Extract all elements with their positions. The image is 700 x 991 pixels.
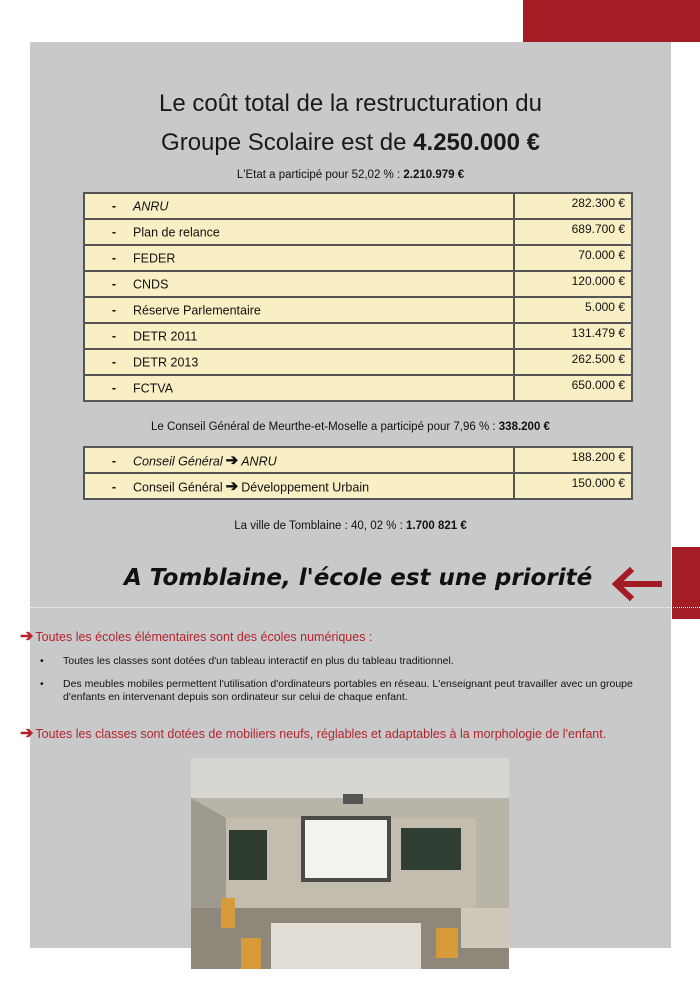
right-arrow-icon: ➔ bbox=[225, 452, 239, 469]
row-value: 131.479 € bbox=[514, 323, 632, 349]
title-text: Groupe Scolaire est de bbox=[161, 129, 414, 156]
ville-intro-text: La ville de Tomblaine : 40, 02 % : bbox=[234, 520, 406, 532]
dash-icon: - bbox=[111, 480, 117, 494]
table-row bbox=[84, 375, 632, 401]
table-row bbox=[84, 245, 632, 271]
row-value: 120.000 € bbox=[514, 271, 632, 297]
classroom-photo bbox=[191, 758, 509, 969]
table-row bbox=[84, 297, 632, 323]
arrow-right-icon: ➔ bbox=[20, 725, 34, 742]
table-row bbox=[84, 447, 632, 473]
table-row bbox=[84, 323, 632, 349]
etat-amount: 2.210.979 € bbox=[403, 169, 465, 181]
etat-table bbox=[83, 192, 633, 402]
row-label: Conseil Général bbox=[133, 454, 223, 469]
table-row bbox=[84, 193, 632, 219]
ville-amount: 1.700 821 € bbox=[406, 520, 467, 532]
side-red-tab bbox=[672, 547, 700, 619]
row-value: 650.000 € bbox=[514, 375, 632, 401]
top-red-bar bbox=[523, 0, 700, 42]
arrow-right-icon: ➔ bbox=[20, 628, 34, 645]
table-row bbox=[84, 349, 632, 375]
dash-icon: - bbox=[111, 250, 117, 265]
section1-heading bbox=[20, 626, 372, 646]
conseil-table bbox=[83, 446, 633, 500]
total-cost: 4.250.000 € bbox=[413, 129, 540, 156]
page-title-line1: Le coût total de la restructuration du bbox=[159, 90, 542, 117]
section2-heading bbox=[20, 723, 606, 743]
dash-icon: - bbox=[111, 302, 117, 317]
etat-intro-text: L'Etat a participé pour 52,02 % : bbox=[236, 169, 404, 181]
dash-icon: - bbox=[111, 354, 117, 369]
dash-icon: - bbox=[111, 454, 117, 468]
row-value: 5.000 € bbox=[514, 297, 632, 323]
row-label: DETR 2013 bbox=[133, 355, 199, 370]
row-label-target: Développement Urbain bbox=[241, 480, 370, 495]
dash-icon: - bbox=[111, 198, 117, 213]
section1-heading-text: Toutes les écoles élémentaires sont des écoles numériques : bbox=[35, 630, 373, 644]
list-item: • Des meubles mobiles permettent l'utilisation d'ordinateurs portables en réseau. L'enseignant peut travailler avec un groupe d'enfants en intervenant depuis son ordinateur sur celui de chaque enfant. bbox=[40, 678, 665, 704]
section-divider bbox=[0, 607, 700, 608]
right-arrow-icon: ➔ bbox=[225, 478, 239, 495]
dash-icon: - bbox=[111, 380, 117, 395]
row-value: 262.500 € bbox=[514, 349, 632, 375]
row-label: Plan de relance bbox=[133, 225, 220, 240]
conseil-intro bbox=[30, 421, 671, 433]
row-value: 689.700 € bbox=[514, 219, 632, 245]
table-row bbox=[84, 219, 632, 245]
row-label: CNDS bbox=[133, 277, 169, 292]
slogan-heading: A Tomblaine, l'école est une priorité bbox=[124, 565, 593, 591]
section2-heading-text: Toutes les classes sont dotées de mobiliers neufs, réglables et adaptables à la morphologie de l'enfant. bbox=[35, 727, 607, 741]
etat-intro bbox=[30, 169, 671, 181]
list-item: • Toutes les classes sont dotées d'un tableau interactif en plus du tableau traditionnel. bbox=[40, 655, 665, 668]
row-label: Réserve Parlementaire bbox=[133, 303, 261, 318]
row-value: 150.000 € bbox=[514, 473, 632, 499]
table-row bbox=[84, 271, 632, 297]
row-value: 188.200 € bbox=[514, 447, 632, 473]
row-value: 70.000 € bbox=[514, 245, 632, 271]
ville-intro bbox=[30, 520, 671, 532]
left-arrow-icon bbox=[608, 563, 664, 605]
row-label: Conseil Général bbox=[133, 480, 223, 495]
row-label: FEDER bbox=[133, 251, 176, 266]
conseil-amount: 338.200 € bbox=[498, 421, 550, 433]
table-row bbox=[84, 473, 632, 499]
dash-icon: - bbox=[111, 276, 117, 291]
conseil-intro-text: Le Conseil Général de Meurthe-et-Moselle a participé pour 7,96 % : bbox=[151, 421, 499, 433]
row-label-target: ANRU bbox=[241, 454, 277, 469]
section1-bullets bbox=[40, 655, 665, 714]
page-title-line2 bbox=[30, 127, 671, 159]
row-label: ANRU bbox=[133, 199, 169, 214]
row-label: FCTVA bbox=[133, 381, 174, 396]
dash-icon: - bbox=[111, 328, 117, 343]
row-label: DETR 2011 bbox=[133, 329, 198, 344]
row-value: 282.300 € bbox=[514, 193, 632, 219]
dash-icon: - bbox=[111, 224, 117, 239]
